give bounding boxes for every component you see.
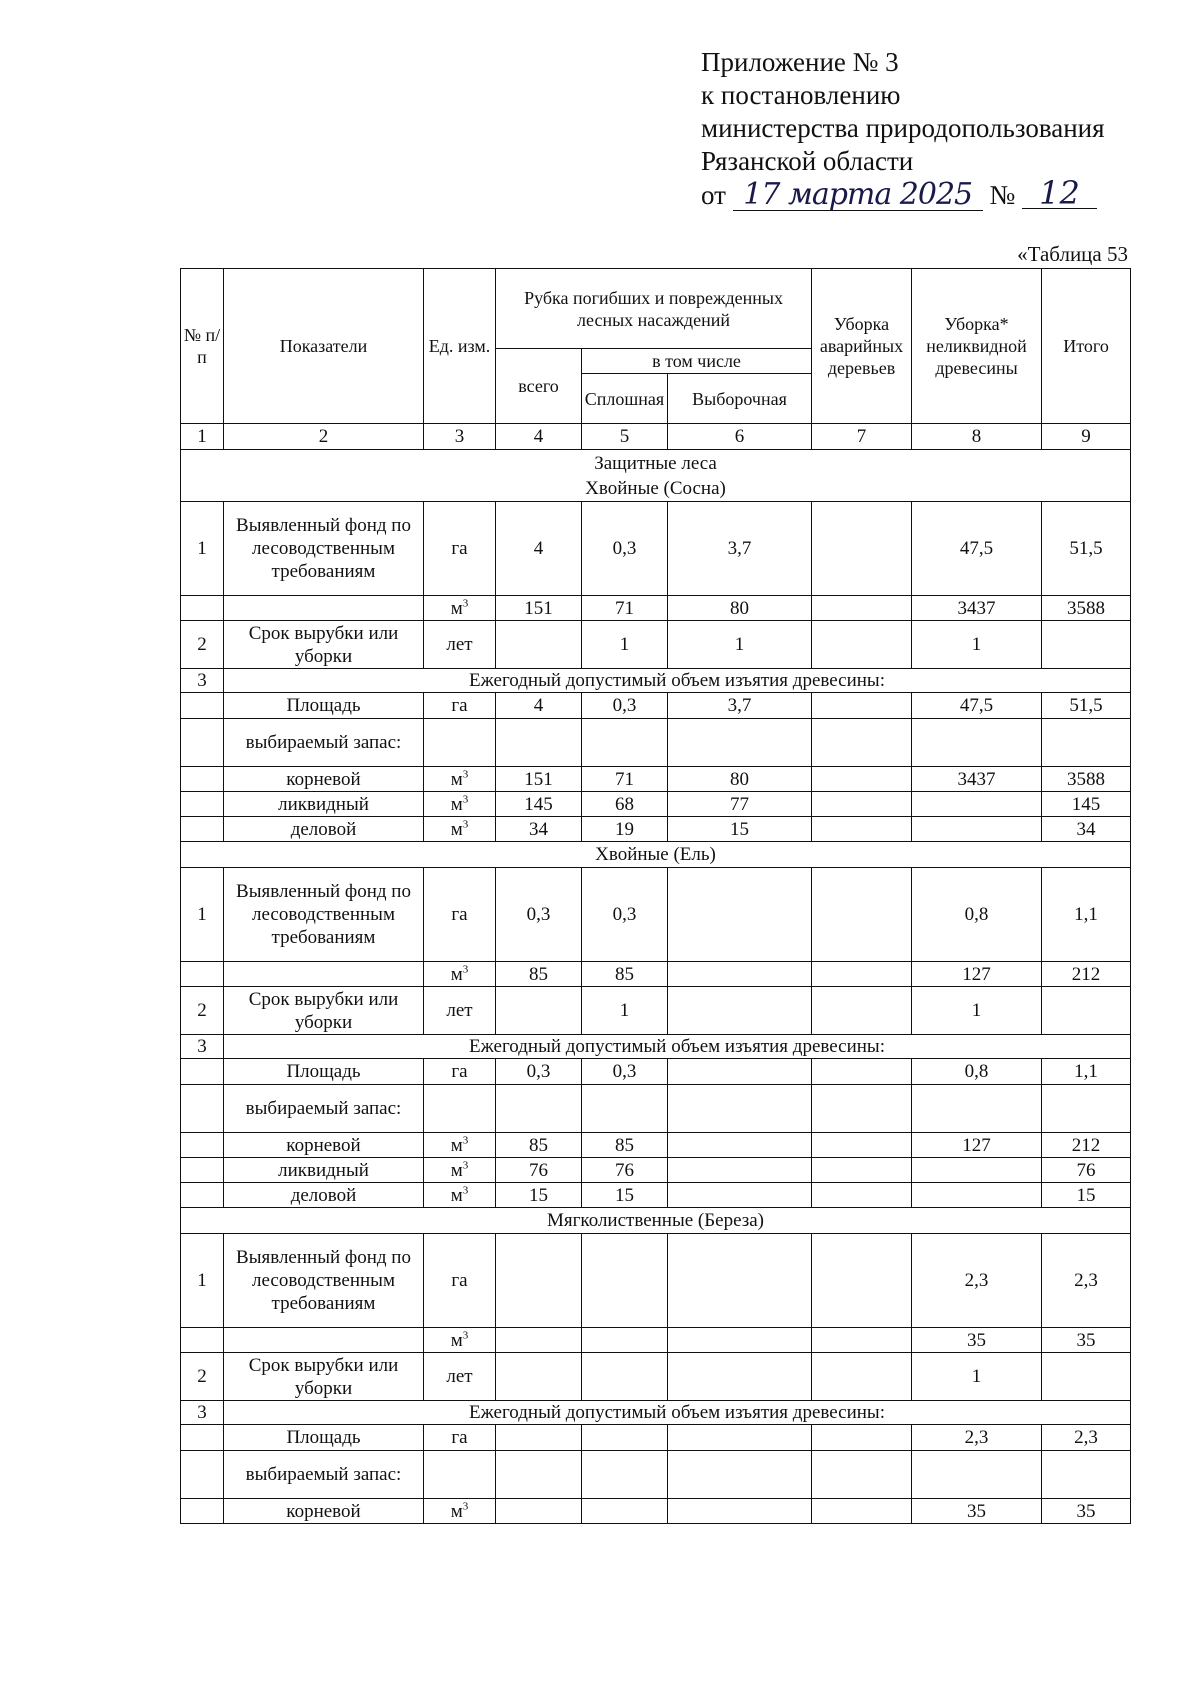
indicator-label: корневой (224, 767, 424, 792)
row-number (181, 1425, 224, 1451)
row-number: 2 (181, 621, 224, 669)
value-cell: 2,3 (912, 1425, 1042, 1451)
row-number: 2 (181, 1353, 224, 1401)
row-number (181, 1328, 224, 1353)
indicator-label: Площадь (224, 693, 424, 719)
col-number: 7 (812, 424, 912, 450)
term-row (181, 621, 1131, 669)
value-cell (668, 1425, 812, 1451)
value-cell (812, 1499, 912, 1524)
unit-cell: $м^3$ (424, 1328, 496, 1353)
value-cell: 85 (582, 962, 668, 987)
empty-cell (912, 1085, 1042, 1133)
empty-cell (912, 1451, 1042, 1499)
value-cell: 85 (496, 962, 582, 987)
term-row (181, 1353, 1131, 1401)
indicator-label: выбираемый запас: (224, 719, 424, 767)
unit-m: м (450, 1184, 463, 1206)
value-cell: 34 (1042, 817, 1131, 842)
value-cell: 0,3 (496, 868, 582, 962)
col-number: 8 (912, 424, 1042, 450)
row-number (181, 1085, 224, 1133)
document-header (701, 46, 1105, 212)
row-number (181, 1133, 224, 1158)
value-cell (668, 1183, 812, 1208)
unit-cell: лет (424, 987, 496, 1035)
indicator-label: выбираемый запас: (224, 1085, 424, 1133)
col-number: 3 (424, 424, 496, 450)
value-cell: 85 (582, 1133, 668, 1158)
value-cell: 1 (912, 987, 1042, 1035)
value-cell: 47,5 (912, 502, 1042, 596)
empty-cell (424, 719, 496, 767)
row-number (181, 1451, 224, 1499)
value-cell (912, 1183, 1042, 1208)
stock-row (181, 1451, 1131, 1499)
value-cell (912, 817, 1042, 842)
empty-cell (496, 1085, 582, 1133)
row-number: 1 (181, 868, 224, 962)
section-protective: Защитные леса (594, 452, 717, 474)
unit-cell: га (424, 502, 496, 596)
value-cell (912, 792, 1042, 817)
value-cell: 51,5 (1042, 502, 1131, 596)
value-cell: 15 (582, 1183, 668, 1208)
area-row (181, 693, 1131, 719)
value-cell (582, 1425, 668, 1451)
empty-cell (812, 1085, 912, 1133)
value-cell: 76 (582, 1158, 668, 1183)
date-prefix: от (701, 180, 726, 210)
value-cell (912, 1158, 1042, 1183)
unit-cell: $м^3$ (424, 817, 496, 842)
unit-cell: га (424, 1059, 496, 1085)
unit-cell: га (424, 1234, 496, 1328)
row-number (181, 719, 224, 767)
indicator-label: Выявленный фонд по лесоводственным требованиям (224, 502, 424, 596)
unit-m: м (450, 1329, 463, 1351)
root-row (181, 1133, 1131, 1158)
area-row (181, 1059, 1131, 1085)
value-cell: 0,8 (912, 1059, 1042, 1085)
col-header-illiquid: Уборка* неликвидной древесины (912, 269, 1042, 424)
value-cell: 151 (496, 596, 582, 621)
annual-heading-row (181, 669, 1131, 693)
col-header-clear: Сплошная (582, 374, 668, 424)
section-heading: Мягколиственные (Береза) (181, 1208, 1131, 1234)
unit-m: м (450, 597, 463, 619)
value-cell: 3437 (912, 596, 1042, 621)
value-cell (812, 1425, 912, 1451)
empty-cell (582, 1451, 668, 1499)
row-number: 3 (181, 1035, 224, 1059)
value-cell (496, 621, 582, 669)
value-cell (668, 1234, 812, 1328)
fund-ha-row (181, 1234, 1131, 1328)
empty-cell (668, 1085, 812, 1133)
value-cell: 19 (582, 817, 668, 842)
value-cell (1042, 621, 1131, 669)
unit-cell: $м^3$ (424, 1158, 496, 1183)
value-cell: 80 (668, 596, 812, 621)
forest-felling-table (180, 268, 1131, 1524)
term-row (181, 987, 1131, 1035)
value-cell (812, 767, 912, 792)
value-cell (812, 987, 912, 1035)
row-number (181, 596, 224, 621)
value-cell: 2,3 (1042, 1425, 1131, 1451)
col-header-num: № п/п (181, 269, 224, 424)
value-cell (812, 1234, 912, 1328)
col-number: 9 (1042, 424, 1131, 450)
indicator-label: Площадь (224, 1425, 424, 1451)
value-cell: 1 (582, 987, 668, 1035)
row-number (181, 1059, 224, 1085)
value-cell (582, 1328, 668, 1353)
unit-m: м (450, 963, 463, 985)
empty-cell (582, 719, 668, 767)
row-number (181, 1499, 224, 1524)
section-heading: Хвойные (Ель) (181, 842, 1131, 868)
indicator-label: Площадь (224, 1059, 424, 1085)
col-header-emergency: Уборка аварийных деревьев (812, 269, 912, 424)
root-row (181, 767, 1131, 792)
unit-cell: лет (424, 1353, 496, 1401)
indicator-label: деловой (224, 817, 424, 842)
value-cell (668, 1059, 812, 1085)
liquid-row (181, 1158, 1131, 1183)
value-cell: 4 (496, 693, 582, 719)
value-cell (668, 1158, 812, 1183)
liquid-row (181, 792, 1131, 817)
value-cell: 0,3 (582, 868, 668, 962)
col-header-felling: Рубка погибших и поврежденных лесных насаждений (496, 269, 812, 349)
value-cell: 77 (668, 792, 812, 817)
section-heading-row (181, 842, 1131, 868)
handwritten-date: 17 марта 2025 (733, 180, 983, 211)
value-cell: 51,5 (1042, 693, 1131, 719)
col-header-selective: Выборочная (668, 374, 812, 424)
value-cell (668, 1328, 812, 1353)
value-cell (812, 868, 912, 962)
value-cell (812, 1353, 912, 1401)
unit-cell: $м^3$ (424, 1133, 496, 1158)
unit-m: м (450, 768, 463, 790)
value-cell (1042, 987, 1131, 1035)
empty-cell (812, 1451, 912, 1499)
row-number (181, 1183, 224, 1208)
value-cell: 3,7 (668, 502, 812, 596)
table-caption: «Таблица 53 (1017, 242, 1128, 266)
empty-cell (1042, 719, 1131, 767)
unit-cell: $м^3$ (424, 1183, 496, 1208)
value-cell (812, 1059, 912, 1085)
fund-m3-row (181, 1328, 1131, 1353)
section-heading-row (181, 450, 1131, 502)
row-number (181, 792, 224, 817)
value-cell: 127 (912, 962, 1042, 987)
value-cell (812, 596, 912, 621)
indicator-label: деловой (224, 1183, 424, 1208)
section-heading-row (181, 1208, 1131, 1234)
value-cell: 3588 (1042, 596, 1131, 621)
header-line-4: Рязанской области (701, 146, 914, 176)
row-number (181, 693, 224, 719)
value-cell: 0,8 (912, 868, 1042, 962)
indicator-label (224, 962, 424, 987)
col-number: 2 (224, 424, 424, 450)
col-number: 1 (181, 424, 224, 450)
unit-cell: га (424, 1425, 496, 1451)
value-cell: 71 (582, 767, 668, 792)
col-number: 5 (582, 424, 668, 450)
value-cell: 35 (1042, 1499, 1131, 1524)
handwritten-number: 12 (1022, 178, 1097, 209)
indicator-label: Срок вырубки или уборки (224, 987, 424, 1035)
value-cell (668, 1353, 812, 1401)
appendix-title: Приложение № 3 (701, 47, 899, 77)
col-number: 6 (668, 424, 812, 450)
business-row (181, 1183, 1131, 1208)
value-cell (812, 792, 912, 817)
stock-row (181, 719, 1131, 767)
value-cell (496, 1328, 582, 1353)
value-cell (812, 962, 912, 987)
value-cell (812, 1133, 912, 1158)
fund-ha-row (181, 868, 1131, 962)
value-cell (812, 1328, 912, 1353)
indicator-label: Срок вырубки или уборки (224, 621, 424, 669)
value-cell (812, 693, 912, 719)
value-cell (496, 1425, 582, 1451)
empty-cell (668, 1451, 812, 1499)
value-cell: 3437 (912, 767, 1042, 792)
value-cell (668, 962, 812, 987)
value-cell (1042, 1353, 1131, 1401)
value-cell: 127 (912, 1133, 1042, 1158)
value-cell: 15 (496, 1183, 582, 1208)
empty-cell (424, 1451, 496, 1499)
value-cell: 47,5 (912, 693, 1042, 719)
indicator-label: ликвидный (224, 1158, 424, 1183)
value-cell: 35 (912, 1499, 1042, 1524)
value-cell: 151 (496, 767, 582, 792)
value-cell: 3,7 (668, 693, 812, 719)
value-cell: 1 (668, 621, 812, 669)
row-number (181, 817, 224, 842)
value-cell (496, 1234, 582, 1328)
indicator-label: ликвидный (224, 792, 424, 817)
value-cell: 145 (496, 792, 582, 817)
value-cell: 212 (1042, 1133, 1131, 1158)
value-cell: 1 (912, 1353, 1042, 1401)
value-cell (812, 502, 912, 596)
empty-cell (582, 1085, 668, 1133)
col-header-indicator: Показатели (224, 269, 424, 424)
empty-cell (496, 719, 582, 767)
unit-cell: $м^3$ (424, 767, 496, 792)
unit-cell: га (424, 868, 496, 962)
col-header-unit: Ед. изм. (424, 269, 496, 424)
business-row (181, 817, 1131, 842)
indicator-label: корневой (224, 1133, 424, 1158)
indicator-label (224, 1328, 424, 1353)
number-label: № (989, 180, 1016, 210)
value-cell: 1 (582, 621, 668, 669)
value-cell (812, 1158, 912, 1183)
value-cell (582, 1353, 668, 1401)
value-cell (496, 987, 582, 1035)
annual-heading: Ежегодный допустимый объем изъятия древесины: (224, 1401, 1131, 1425)
col-header-total: всего (496, 349, 582, 424)
empty-cell (912, 719, 1042, 767)
annual-heading: Ежегодный допустимый объем изъятия древесины: (224, 669, 1131, 693)
unit-m: м (450, 1134, 463, 1156)
indicator-label: Срок вырубки или уборки (224, 1353, 424, 1401)
col-header-including: в том числе (582, 349, 812, 374)
empty-cell (424, 1085, 496, 1133)
value-cell: 15 (1042, 1183, 1131, 1208)
unit-cell: $м^3$ (424, 792, 496, 817)
value-cell (582, 1499, 668, 1524)
value-cell: 71 (582, 596, 668, 621)
value-cell: 0,3 (582, 693, 668, 719)
indicator-label: Выявленный фонд по лесоводственным требованиям (224, 1234, 424, 1328)
section-heading (181, 450, 1131, 502)
value-cell (582, 1234, 668, 1328)
value-cell (812, 621, 912, 669)
unit-cell: $м^3$ (424, 1499, 496, 1524)
value-cell: 2,3 (1042, 1234, 1131, 1328)
value-cell: 85 (496, 1133, 582, 1158)
annual-heading: Ежегодный допустимый объем изъятия древесины: (224, 1035, 1131, 1059)
value-cell: 0,3 (582, 502, 668, 596)
annual-heading-row (181, 1401, 1131, 1425)
unit-cell: лет (424, 621, 496, 669)
empty-cell (668, 719, 812, 767)
stock-row (181, 1085, 1131, 1133)
indicator-label: Выявленный фонд по лесоводственным требованиям (224, 868, 424, 962)
unit-cell: га (424, 693, 496, 719)
root-row (181, 1499, 1131, 1524)
empty-cell (1042, 1085, 1131, 1133)
row-number: 3 (181, 1401, 224, 1425)
value-cell: 0,3 (496, 1059, 582, 1085)
column-number-row (181, 424, 1131, 450)
area-row (181, 1425, 1131, 1451)
value-cell (496, 1353, 582, 1401)
value-cell: 35 (912, 1328, 1042, 1353)
unit-m: м (450, 1500, 463, 1522)
row-number (181, 1158, 224, 1183)
col-number: 4 (496, 424, 582, 450)
fund-ha-row (181, 502, 1131, 596)
value-cell (812, 1183, 912, 1208)
value-cell (496, 1499, 582, 1524)
unit-m: м (450, 818, 463, 840)
value-cell: 35 (1042, 1328, 1131, 1353)
row-number (181, 767, 224, 792)
unit-cell: $м^3$ (424, 596, 496, 621)
value-cell: 80 (668, 767, 812, 792)
empty-cell (812, 719, 912, 767)
section-pine: Хвойные (Сосна) (585, 477, 726, 499)
indicator-label: выбираемый запас: (224, 1451, 424, 1499)
annual-heading-row (181, 1035, 1131, 1059)
value-cell: 1,1 (1042, 868, 1131, 962)
header-date-line (701, 174, 1105, 212)
header-line-3: министерства природопользования (701, 113, 1105, 143)
empty-cell (1042, 1451, 1131, 1499)
unit-m: м (450, 1159, 463, 1181)
value-cell: 68 (582, 792, 668, 817)
indicator-label: корневой (224, 1499, 424, 1524)
row-number: 3 (181, 669, 224, 693)
value-cell: 145 (1042, 792, 1131, 817)
value-cell: 76 (1042, 1158, 1131, 1183)
row-number: 1 (181, 1234, 224, 1328)
value-cell: 4 (496, 502, 582, 596)
value-cell (668, 1133, 812, 1158)
fund-m3-row (181, 596, 1131, 621)
row-number (181, 962, 224, 987)
col-header-total-sum: Итого (1042, 269, 1131, 424)
unit-m: м (450, 793, 463, 815)
value-cell: 2,3 (912, 1234, 1042, 1328)
value-cell: 1,1 (1042, 1059, 1131, 1085)
value-cell: 34 (496, 817, 582, 842)
row-number: 1 (181, 502, 224, 596)
empty-cell (496, 1451, 582, 1499)
value-cell (668, 1499, 812, 1524)
indicator-label (224, 596, 424, 621)
value-cell: 76 (496, 1158, 582, 1183)
value-cell: 0,3 (582, 1059, 668, 1085)
value-cell (668, 868, 812, 962)
row-number: 2 (181, 987, 224, 1035)
value-cell (668, 987, 812, 1035)
unit-cell: $м^3$ (424, 962, 496, 987)
value-cell (812, 817, 912, 842)
fund-m3-row (181, 962, 1131, 987)
header-line-2: к постановлению (701, 80, 901, 110)
value-cell: 1 (912, 621, 1042, 669)
value-cell: 212 (1042, 962, 1131, 987)
value-cell: 15 (668, 817, 812, 842)
value-cell: 3588 (1042, 767, 1131, 792)
